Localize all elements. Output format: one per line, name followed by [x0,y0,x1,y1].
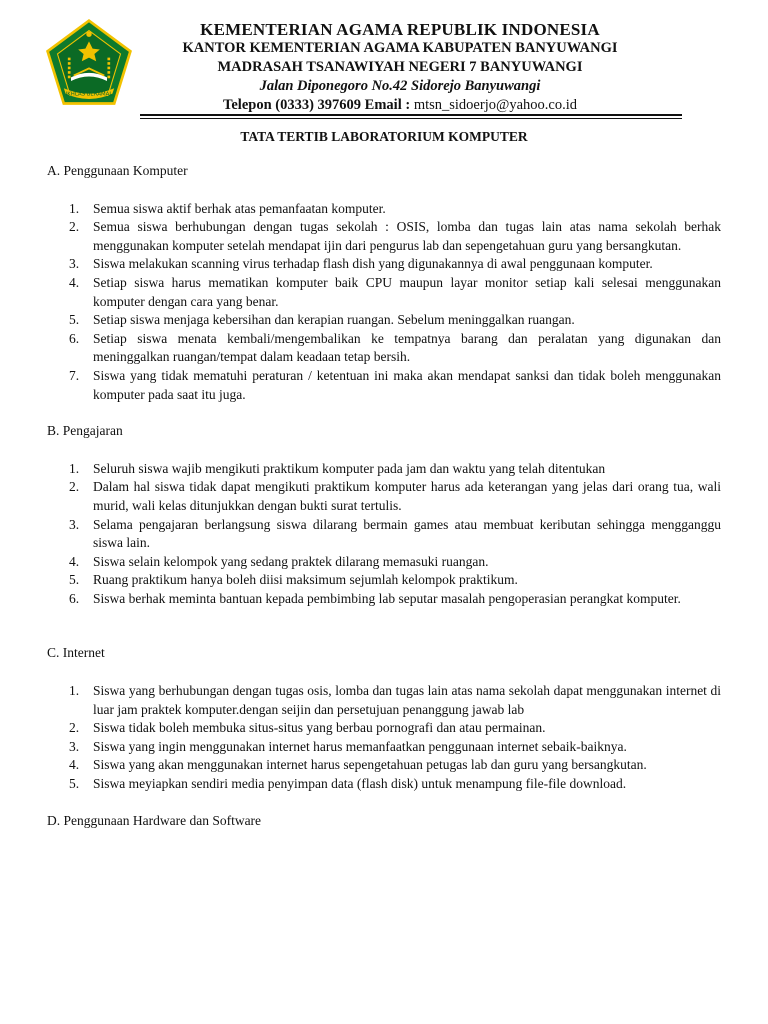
list-item: 2. Siswa tidak boleh membuka situs-situs yang berbau pornografi dan atau permainan. [69,720,546,736]
logo-motto: IKHLAS BERAMAL [65,91,113,98]
rule-list [47,200,721,405]
list-item: 7. Siswa yang tidak mematuhi peraturan / ketentuan ini maka akan mendapat sanksi dan tidak boleh menggunakan komputer pada saat itu juga. [69,367,721,402]
section-heading: D. Penggunaan Hardware dan Software [47,812,262,828]
document-body [47,162,721,830]
list-item: 6. Siswa berhak meminta bantuan kepada pembimbing lab seputar masalah pengoperasian perangkat komputer. [69,590,681,606]
contact-line [140,96,660,115]
email-address: mtsn_sidoerjo@yahoo.co.id [413,97,577,113]
list-item: 5. Setiap siswa menjaga kebersihan dan kerapian ruangan. Sebelum meninggalkan ruangan. [69,312,575,328]
list-item: 2. Semua siswa berhubungan dengan tugas sekolah : OSIS, lomba dan tugas lain atas nama sekolah berhak menggunakan komputer setelah mendapat ijin dari pengurus lab dan sepengetahuan guru yang bersangkutan. [69,219,721,253]
section-heading: A. Penggunaan Komputer [47,163,188,178]
list-item: 1. Semua siswa aktif berhak atas pemanfaatan komputer. [69,200,386,216]
rule-list [47,460,721,609]
list-item: 3. Siswa melakukan scanning virus terhadap flash dish yang digunakannya di awal penggunaan komputer. [69,256,653,272]
list-item: 5. Siswa meyiapkan sendiri media penyimpan data (flash disk) untuk menampung file-file download. [69,776,627,792]
section-heading: C. Internet [47,645,105,661]
rule-list [47,682,721,794]
list-item: 5. Ruang praktikum hanya boleh diisi maksimum sejumlah kelompok praktikum. [69,572,518,588]
list-item: 6. Setiap siswa menata kembali/mengembalikan ke tempatnya barang dan peralatan yang digunakan dan meninggalkan ruangan/tempat dalam keadaan tetap bersih. [69,330,721,365]
header-divider-thin [140,118,682,119]
school-name: MADRASAH TSANAWIYAH NEGERI 7 BANYUWANGI [217,59,583,75]
list-item: 3. Selama pengajaran berlangsung siswa dilarang bermain games atau membuat keributan sehingga mengganggu siswa lain. [69,516,721,551]
letterhead-text [140,20,660,115]
list-item: 4. Siswa yang akan menggunakan internet harus sepengetahuan petugas lab dan guru yang bersangkutan. [69,757,647,773]
letterhead [0,0,768,120]
list-item: 4. Setiap siswa harus mematikan komputer baik CPU maupun layar monitor setiap kali selesai menggunakan komputer dengan cara yang benar. [69,274,721,309]
list-item: 4. Siswa selain kelompok yang sedang praktek dilarang memasuki ruangan. [69,553,489,569]
header-divider [140,114,682,116]
phone-label: Telepon (0333) 397609 Email : [223,97,414,113]
list-item: 1. Seluruh siswa wajib mengikuti praktikum komputer pada jam dan waktu yang telah ditentukan [69,460,606,476]
document-title: TATA TERTIB LABORATORIUM KOMPUTER [240,129,528,144]
ministry-name: KEMENTERIAN AGAMA REPUBLIK INDONESIA [200,20,600,39]
school-address: Jalan Diponegoro No.42 Sidorejo Banyuwangi [259,78,541,94]
list-item: 2. Dalam hal siswa tidak dapat mengikuti praktikum komputer harus ada keterangan yang jelas dari orang tua, wali murid, wali kelas ditunjukkan dengan bukti surat tertulis. [69,479,721,513]
section-heading: B. Pengajaran [47,423,123,439]
list-item: 3. Siswa yang ingin menggunakan internet harus memanfaatkan penggunaan internet sebaik-baiknya. [69,738,627,754]
list-item: 1. Siswa yang berhubungan dengan tugas osis, lomba dan tugas lain atas nama sekolah dapat menggunakan internet di luar jam praktek komputer.dengan seijin dan persetujuan penanggung jawab lab [69,683,721,717]
ministry-logo-icon [44,18,134,108]
office-name: KANTOR KEMENTERIAN AGAMA KABUPATEN BANYUWANGI [182,40,618,56]
